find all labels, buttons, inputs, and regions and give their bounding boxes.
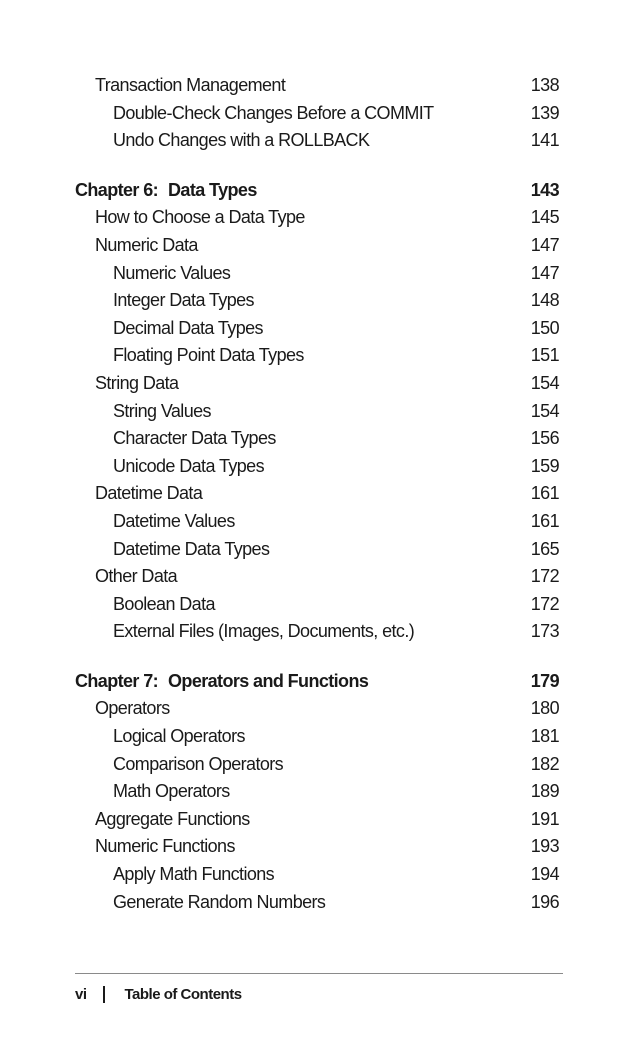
toc-entry[interactable]: [75, 127, 559, 155]
toc-entry-title: Numeric Data: [95, 234, 198, 255]
toc-entry-title: Integer Data Types: [113, 290, 254, 311]
toc-entry-page: 182: [530, 753, 559, 774]
toc-entry-page: 173: [530, 621, 559, 642]
toc-entry-page: 196: [530, 891, 559, 912]
toc-entry-page: 161: [530, 483, 559, 504]
toc-entry[interactable]: [75, 563, 559, 591]
toc-entry-title: Unicode Data Types: [113, 455, 264, 476]
toc-entry[interactable]: [75, 232, 559, 260]
chapter-title: Data Types: [168, 179, 257, 200]
toc-entry[interactable]: [75, 618, 559, 646]
toc-entry[interactable]: [75, 100, 559, 128]
toc-entry-title: Double-Check Changes Before a COMMIT: [113, 102, 434, 123]
chapter-page: 179: [530, 670, 559, 691]
toc-entry[interactable]: [75, 315, 559, 343]
toc-entry-page: 141: [530, 130, 559, 151]
chapter-label: Chapter 6:: [75, 179, 159, 200]
toc-entry[interactable]: [75, 833, 559, 861]
toc-entry-title: Datetime Values: [113, 510, 235, 531]
running-head: Table of Contents: [124, 986, 242, 1003]
toc-entry-title: String Data: [95, 372, 179, 393]
toc-entry-page: 189: [530, 781, 559, 802]
toc-entry-page: 138: [530, 75, 559, 95]
toc-entry-page: 181: [530, 726, 559, 747]
toc-entry-page: 148: [530, 290, 559, 311]
toc-entry-title: Floating Point Data Types: [113, 345, 304, 366]
toc-entry[interactable]: [75, 425, 559, 453]
toc-entry-title: Other Data: [95, 566, 178, 587]
toc-entry-page: 172: [530, 593, 559, 614]
toc-entry-page: 154: [530, 372, 559, 393]
toc-entry[interactable]: [75, 889, 559, 917]
table-of-contents: [75, 72, 559, 916]
toc-entry-page: 191: [530, 808, 559, 829]
toc-entry[interactable]: [75, 806, 559, 834]
toc-entry[interactable]: [75, 370, 559, 398]
chapter-label: Chapter 7:: [75, 670, 159, 691]
toc-entry-page: 161: [530, 510, 559, 531]
toc-entry-title: Datetime Data: [95, 483, 203, 504]
toc-entry-title: How to Choose a Data Type: [95, 207, 305, 228]
toc-entry[interactable]: [75, 453, 559, 481]
toc-entry-page: 139: [530, 102, 559, 123]
toc-entry-title: Boolean Data: [113, 593, 215, 614]
toc-entry-page: 147: [530, 234, 559, 255]
toc-entry-title: Comparison Operators: [113, 753, 284, 774]
toc-entry-page: 145: [530, 207, 559, 228]
toc-entry-page: 165: [530, 538, 559, 559]
toc-entry-title: Math Operators: [113, 781, 230, 802]
toc-entry[interactable]: [75, 861, 559, 889]
toc-entry-title: External Files (Images, Documents, etc.): [113, 621, 415, 642]
page-folio: vi: [75, 986, 87, 1003]
toc-entry-page: 194: [530, 864, 559, 885]
toc-entry-title: Character Data Types: [113, 428, 276, 449]
toc-entry-title: Apply Math Functions: [113, 864, 275, 885]
toc-entry-page: 159: [530, 455, 559, 476]
toc-entry-title: Operators: [95, 698, 170, 719]
toc-entry[interactable]: [75, 591, 559, 619]
toc-entry-page: 180: [530, 698, 559, 719]
toc-entry-title: Undo Changes with a ROLLBACK: [113, 130, 370, 151]
toc-entry[interactable]: [75, 695, 559, 723]
toc-entry-page: 150: [530, 317, 559, 338]
toc-entry[interactable]: [75, 72, 559, 100]
toc-entry-page: 154: [530, 400, 559, 421]
toc-entry-title: Datetime Data Types: [113, 538, 270, 559]
toc-entry-page: 156: [530, 428, 559, 449]
toc-entry[interactable]: [75, 204, 559, 232]
toc-entry[interactable]: [75, 723, 559, 751]
toc-entry-title: Transaction Management: [95, 75, 286, 95]
page-footer: [75, 986, 242, 1003]
toc-entry-page: 193: [530, 836, 559, 857]
toc-entry-title: Decimal Data Types: [113, 317, 263, 338]
toc-entry-title: Generate Random Numbers: [113, 891, 326, 912]
toc-entry-title: Aggregate Functions: [95, 808, 250, 829]
toc-entry-title: Numeric Functions: [95, 836, 235, 857]
chapter-heading-6[interactable]: [75, 177, 559, 205]
footer-divider: [75, 973, 563, 974]
toc-entry-page: 151: [530, 345, 559, 366]
toc-entry[interactable]: [75, 287, 559, 315]
toc-entry-page: 147: [530, 262, 559, 283]
toc-entry[interactable]: [75, 751, 559, 779]
chapter-page: 143: [530, 179, 559, 200]
toc-entry[interactable]: [75, 536, 559, 564]
chapter-heading-7[interactable]: [75, 668, 559, 696]
toc-entry-title: Logical Operators: [113, 726, 245, 747]
toc-entry[interactable]: [75, 260, 559, 288]
toc-entry[interactable]: [75, 480, 559, 508]
toc-entry-title: Numeric Values: [113, 262, 231, 283]
chapter-title: Operators and Functions: [168, 670, 369, 691]
footer-separator: [103, 986, 105, 1003]
toc-entry[interactable]: [75, 398, 559, 426]
toc-entry[interactable]: [75, 778, 559, 806]
toc-entry-title: String Values: [113, 400, 211, 421]
toc-entry[interactable]: [75, 508, 559, 536]
toc-entry[interactable]: [75, 342, 559, 370]
toc-entry-page: 172: [530, 566, 559, 587]
